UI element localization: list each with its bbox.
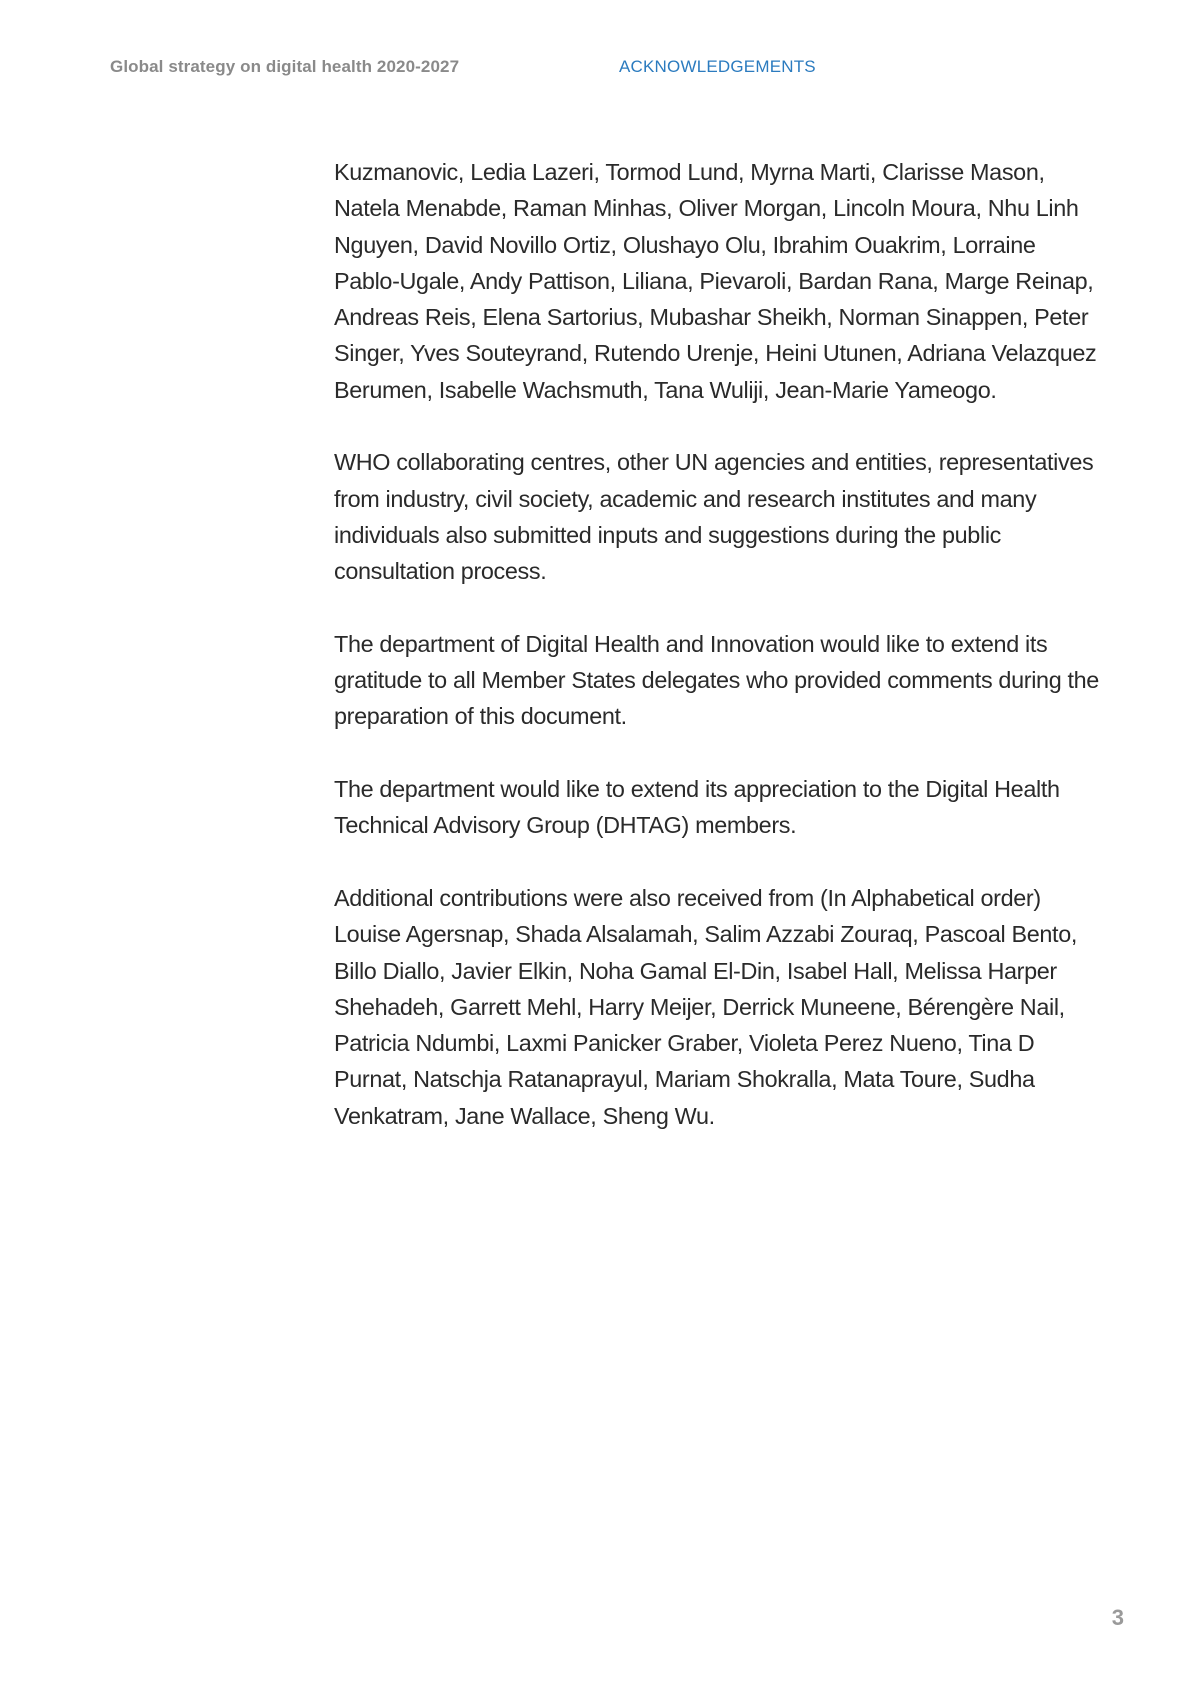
paragraph-contributors-continued: Kuzmanovic, Ledia Lazeri, Tormod Lund, Myrna Marti, Clarisse Mason, Natela Menabde, Raman Minhas, Oliver Morgan, Lincoln Moura, Nhu Linh Nguyen, David Novillo Ortiz, Olushayo Olu, Ibrahim Ouakrim, Lorraine Pablo-Ugale, Andy Pattison, Liliana, Pievaroli, Bardan Rana, Marge Reinap, Andreas Reis, Elena Sartorius, Mubashar Sheikh, Norman Sinappen, Peter Singer, Yves Souteyrand, Rutendo Urenje, Heini Utunen, Adriana Velazquez Berumen, Isabelle Wachsmuth, Tana Wuliji, Jean-Marie Yameogo. (334, 159, 1097, 403)
paragraph-collaborating-centres: WHO collaborating centres, other UN agencies and entities, representatives from industry, civil society, academic and research institutes and many individuals also submitted inputs and suggestions during the public consultation process. (334, 449, 1094, 585)
paragraph-additional-contributions: Additional contributions were also received from (In Alphabetical order) Louise Agersnap, Shada Alsalamah, Salim Azzabi Zouraq, Pascoal Bento, Billo Diallo, Javier Elkin, Noha Gamal El-Din, Isabel Hall, Melissa Harper Shehadeh, Garrett Mehl, Harry Meijer, Derrick Muneene, Bérengère Nail, Patricia Ndumbi, Laxmi Panicker Graber, Violeta Perez Nueno, Tina D Purnat, Natschja Ratanaprayul, Mariam Shokralla, Mata Toure, Sudha Venkatram, Jane Wallace, Sheng Wu. (334, 884, 1078, 1129)
header-section-title: ACKNOWLEDGEMENTS (619, 57, 816, 76)
paragraph-member-states: The department of Digital Health and Innovation would like to extend its gratitude to all Member States delegates who provided comments during the preparation of this document. (334, 630, 1099, 730)
acknowledgements-body (334, 154, 1099, 1170)
page-number: 3 (1111, 1605, 1124, 1630)
paragraph-dhtag: The department would like to extend its appreciation to the Digital Health Technical Advisory Group (DHTAG) members. (334, 776, 1060, 839)
header-document-title: Global strategy on digital health 2020-2027 (110, 57, 460, 76)
